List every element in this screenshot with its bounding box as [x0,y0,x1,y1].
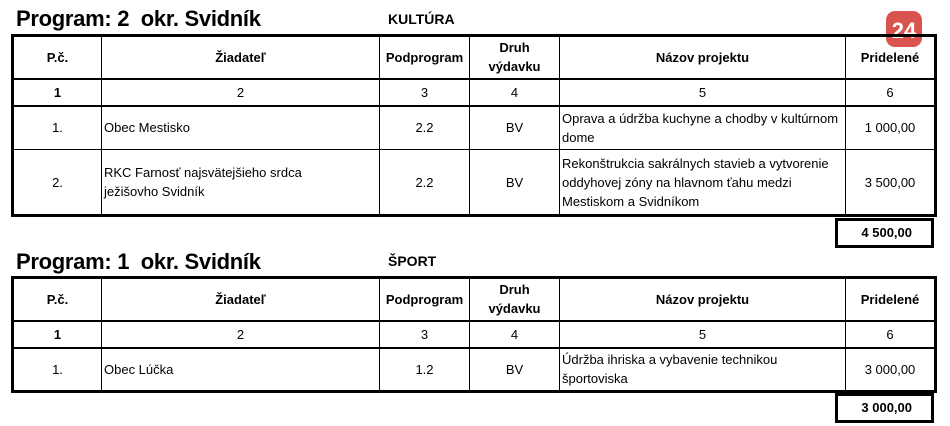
header-pc: P.č. [13,36,102,79]
grant-table-kultura [11,34,937,217]
header-type: Druh výdavku [470,36,560,79]
section-total [835,393,934,423]
number-cell: 6 [846,321,936,348]
number-cell: 4 [470,321,560,348]
number-cell: 2 [102,79,380,106]
row-type: BV [470,150,560,216]
header-project: Názov projektu [560,36,846,79]
logo-text: 24 [891,18,917,43]
header-applicant: Žiadateľ [102,36,380,79]
number-cell: 1 [13,321,102,348]
number-cell: 3 [380,79,470,106]
row-pc: 1. [13,348,102,392]
section-title: Program: 2 okr. Svidník [16,6,261,31]
row-subprogram: 1.2 [380,348,470,392]
row-pc: 2. [13,150,102,216]
table-row [13,348,936,392]
section-total [835,218,934,248]
total-value: 3 000,00 [861,400,912,415]
header-type: Druh výdavku [470,278,560,321]
table-row [13,106,936,150]
number-cell: 3 [380,321,470,348]
number-cell: 6 [846,79,936,106]
row-applicant: RKC Farnosť najsvätejšieho srdca ježišovho Svidník [102,150,380,216]
row-applicant: Obec Mestisko [102,106,380,150]
header-pc: P.č. [13,278,102,321]
grant-table-sport [11,276,937,393]
total-value: 4 500,00 [861,225,912,240]
row-project: Oprava a údržba kuchyne a chodby v kultúrnom dome [560,106,846,150]
row-type: BV [470,106,560,150]
table-row [13,150,936,216]
header-amount: Pridelené [846,36,936,79]
header-amount: Pridelené [846,278,936,321]
header-subprogram: Podprogram [380,36,470,79]
row-amount: 3 000,00 [846,348,936,392]
number-cell: 4 [470,79,560,106]
section-category: ŠPORT [388,253,437,269]
row-subprogram: 2.2 [380,150,470,216]
section-title: Program: 1 okr. Svidník [16,249,261,274]
row-pc: 1. [13,106,102,150]
number-cell: 1 [13,79,102,106]
header-project: Názov projektu [560,278,846,321]
header-subprogram: Podprogram [380,278,470,321]
header-applicant: Žiadateľ [102,278,380,321]
number-cell: 5 [560,321,846,348]
number-cell: 5 [560,79,846,106]
row-type: BV [470,348,560,392]
row-project: Údržba ihriska a vybavenie technikou športoviska [560,348,846,392]
number-cell: 2 [102,321,380,348]
row-amount: 1 000,00 [846,106,936,150]
row-applicant: Obec Lúčka [102,348,380,392]
row-project: Rekonštrukcia sakrálnych stavieb a vytvorenie oddyhovej zóny na hlavnom ťahu medzi Mestiskom a Svidníkom [560,150,846,216]
row-subprogram: 2.2 [380,106,470,150]
section-category: KULTÚRA [388,11,455,27]
row-amount: 3 500,00 [846,150,936,216]
